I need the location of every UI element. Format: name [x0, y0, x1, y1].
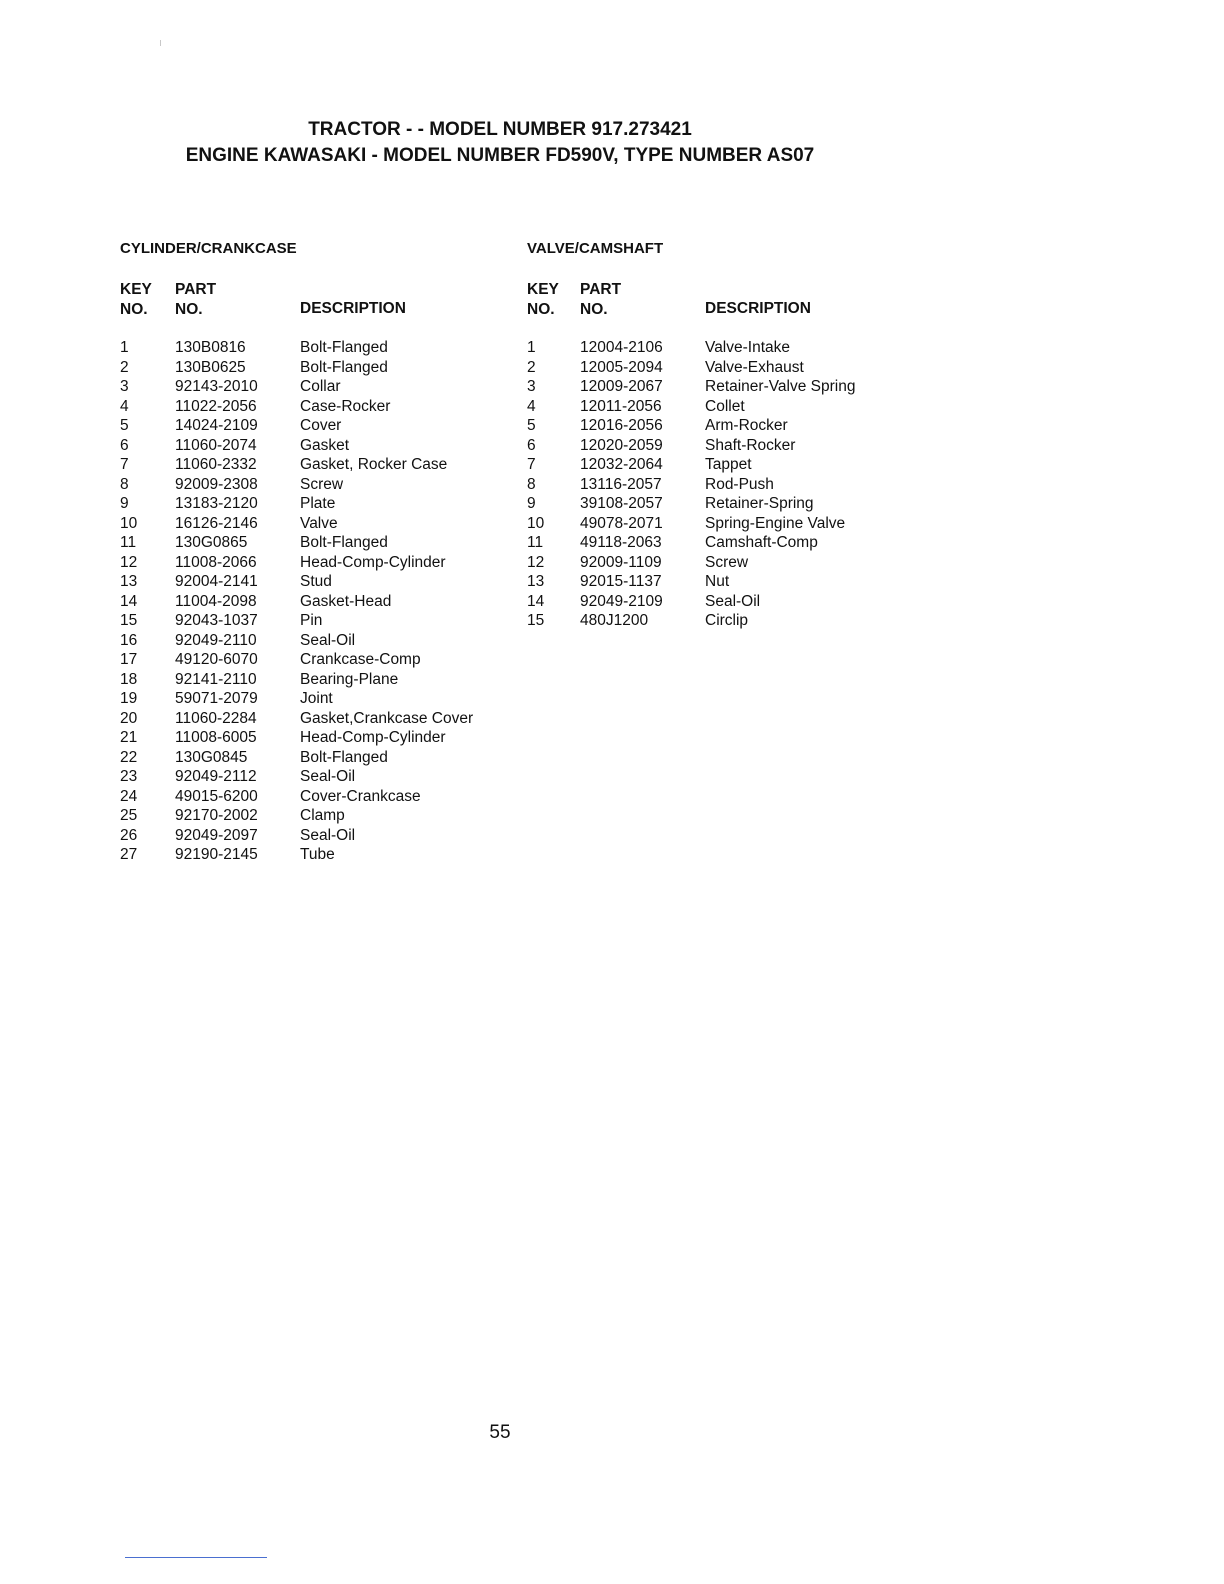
table-row [120, 670, 500, 690]
key-number: 10 [120, 514, 138, 532]
page-header [0, 117, 1000, 169]
part-description: Seal-Oil [300, 768, 356, 785]
table-row [527, 455, 887, 475]
key-number: 16 [120, 631, 138, 649]
part-description: Collet [705, 397, 745, 415]
part-description: Screw [300, 475, 344, 493]
key-number: 5 [527, 417, 536, 434]
key-number: 8 [527, 475, 536, 493]
key-number: 6 [120, 436, 129, 454]
table-row [120, 806, 500, 826]
table-row [527, 592, 887, 612]
part-description: Retainer-Valve Spring [705, 378, 856, 395]
key-number: 11 [120, 534, 137, 551]
part-description: Head-Comp-Cylinder [300, 553, 446, 571]
table-row [120, 845, 500, 865]
part-description: Nut [705, 573, 730, 590]
part-number: 39108-2057 [580, 495, 663, 512]
part-number: 49078-2071 [580, 514, 663, 532]
part-number: 92009-2308 [175, 475, 258, 493]
part-description: Bolt-Flanged [300, 358, 388, 376]
key-number: 15 [527, 612, 545, 629]
part-number: 12004-2106 [580, 339, 663, 356]
key-number: 11 [527, 534, 544, 551]
part-number: 12020-2059 [580, 436, 663, 454]
table-row [120, 572, 500, 592]
table-row [120, 631, 500, 651]
key-number: 26 [120, 826, 138, 844]
header-part: PART [175, 281, 217, 298]
part-description: Crankcase-Comp [300, 651, 421, 668]
key-number: 9 [120, 495, 129, 512]
key-number: 20 [120, 709, 138, 727]
header-tractor-model: TRACTOR - - MODEL NUMBER 917.273421 [308, 119, 692, 140]
table-row [120, 397, 500, 417]
part-description: Circlip [705, 612, 749, 629]
key-number: 13 [527, 573, 545, 590]
table-row [120, 514, 500, 534]
key-number: 7 [120, 456, 129, 473]
part-description: Tube [300, 846, 335, 863]
table-row [120, 689, 500, 709]
table-row [527, 514, 887, 534]
table-row [120, 826, 500, 846]
part-description: Gasket-Head [300, 592, 392, 610]
key-number: 14 [527, 592, 545, 610]
part-number: 92190-2145 [175, 846, 258, 863]
part-description: Head-Comp-Cylinder [300, 729, 446, 746]
section-valve-camshaft [527, 240, 887, 631]
bottom-rule [125, 1557, 267, 1558]
key-number: 14 [120, 592, 138, 610]
table-row [527, 533, 887, 553]
section-title: VALVE/CAMSHAFT [527, 240, 664, 257]
table-row [527, 338, 887, 358]
part-description: Seal-Oil [705, 592, 761, 610]
part-number: 49015-6200 [175, 787, 258, 805]
part-description: Bolt-Flanged [300, 339, 388, 356]
table-row [120, 767, 500, 787]
section-title: CYLINDER/CRANKCASE [120, 240, 297, 257]
table-row [120, 494, 500, 514]
part-description: Seal-Oil [300, 826, 356, 844]
header-part-no: NO. [580, 301, 608, 318]
part-description: Case-Rocker [300, 397, 391, 415]
part-number: 14024-2109 [175, 417, 258, 434]
part-description: Collar [300, 378, 341, 395]
part-description: Gasket [300, 436, 350, 454]
table-row [527, 475, 887, 495]
header-part-no: NO. [175, 301, 203, 318]
key-number: 13 [120, 573, 138, 590]
part-description: Plate [300, 495, 336, 512]
part-number: 130B0816 [175, 339, 246, 356]
part-number: 130G0845 [175, 748, 248, 766]
key-number: 5 [120, 417, 129, 434]
column-headers [120, 280, 500, 338]
part-number: 12009-2067 [580, 378, 663, 395]
part-description: Cover [300, 417, 342, 434]
part-description: Bearing-Plane [300, 670, 399, 688]
part-description: Seal-Oil [300, 631, 356, 649]
part-number: 11008-2066 [175, 553, 257, 571]
key-number: 18 [120, 670, 138, 688]
part-description: Rod-Push [705, 475, 774, 493]
part-number: 11004-2098 [175, 592, 257, 610]
header-no: NO. [527, 301, 555, 318]
key-number: 17 [120, 651, 138, 668]
part-number: 92009-1109 [580, 553, 662, 571]
table-row [120, 728, 500, 748]
scan-speck [160, 40, 161, 46]
part-description: Bolt-Flanged [300, 748, 388, 766]
table-row [120, 455, 500, 475]
table-row [120, 650, 500, 670]
part-number: 92049-2109 [580, 592, 663, 610]
part-number: 11022-2056 [175, 397, 257, 415]
table-row [120, 611, 500, 631]
key-number: 3 [527, 378, 536, 395]
table-row [120, 338, 500, 358]
part-description: Arm-Rocker [705, 417, 788, 434]
table-row [527, 611, 887, 631]
part-number: 92049-2097 [175, 826, 258, 844]
part-number: 92141-2110 [175, 670, 257, 688]
page-number: 55 [489, 1422, 511, 1443]
table-row [120, 533, 500, 553]
table-row [120, 709, 500, 729]
key-number: 23 [120, 768, 138, 785]
part-description: Stud [300, 573, 332, 590]
part-number: 11060-2284 [175, 709, 257, 727]
key-number: 27 [120, 846, 138, 863]
part-no-header [580, 280, 621, 320]
key-number: 3 [120, 378, 129, 395]
key-number: 2 [527, 358, 536, 376]
table-row [527, 416, 887, 436]
part-number: 16126-2146 [175, 514, 258, 532]
part-description: Cover-Crankcase [300, 787, 421, 805]
table-row [120, 377, 500, 397]
part-description: Spring-Engine Valve [705, 514, 846, 532]
header-part: PART [580, 281, 622, 298]
table-row [120, 416, 500, 436]
key-number: 22 [120, 748, 138, 766]
section-cylinder-crankcase [120, 240, 500, 865]
part-description: Joint [300, 690, 333, 707]
part-number: 130G0865 [175, 534, 248, 551]
part-number: 11060-2332 [175, 456, 257, 473]
header-key: KEY [120, 281, 152, 298]
key-number: 19 [120, 690, 138, 707]
part-description: Shaft-Rocker [705, 436, 796, 454]
part-description: Tappet [705, 456, 752, 473]
part-number: 12011-2056 [580, 397, 662, 415]
part-number: 12005-2094 [580, 358, 663, 376]
part-description: Camshaft-Comp [705, 534, 818, 551]
part-number: 13116-2057 [580, 475, 662, 493]
table-row [120, 592, 500, 612]
part-number: 49120-6070 [175, 651, 258, 668]
description-header: DESCRIPTION [705, 300, 811, 317]
header-key: KEY [527, 281, 559, 298]
key-number: 4 [527, 397, 536, 415]
column-headers [527, 280, 887, 338]
part-number: 92143-2010 [175, 378, 258, 395]
parts-list [527, 338, 887, 631]
part-no-header [175, 280, 216, 320]
part-number: 92049-2110 [175, 631, 257, 649]
part-description: Screw [705, 553, 749, 571]
table-row [120, 787, 500, 807]
part-description: Clamp [300, 807, 345, 824]
part-number: 12016-2056 [580, 417, 663, 434]
key-number: 2 [120, 358, 129, 376]
part-number: 92004-2141 [175, 573, 258, 590]
table-row [527, 494, 887, 514]
key-number: 7 [527, 456, 536, 473]
key-number: 21 [120, 729, 138, 746]
key-no-header [120, 280, 152, 320]
key-number: 15 [120, 612, 138, 629]
key-number: 8 [120, 475, 129, 493]
part-number: 49118-2063 [580, 534, 662, 551]
table-row [527, 572, 887, 592]
key-number: 10 [527, 514, 545, 532]
part-number: 11008-6005 [175, 729, 257, 746]
table-row [527, 377, 887, 397]
table-row [527, 553, 887, 573]
part-description: Valve [300, 514, 338, 532]
table-row [120, 748, 500, 768]
part-description: Bolt-Flanged [300, 534, 388, 551]
part-number: 480J1200 [580, 612, 649, 629]
part-number: 13183-2120 [175, 495, 258, 512]
key-number: 12 [527, 553, 545, 571]
description-header: DESCRIPTION [300, 300, 406, 317]
key-number: 1 [527, 339, 536, 356]
part-number: 59071-2079 [175, 690, 258, 707]
part-number: 92049-2112 [175, 768, 257, 785]
table-row [527, 358, 887, 378]
part-description: Retainer-Spring [705, 495, 814, 512]
part-description: Gasket, Rocker Case [300, 456, 448, 473]
key-number: 6 [527, 436, 536, 454]
part-number: 130B0625 [175, 358, 246, 376]
part-description: Pin [300, 612, 323, 629]
table-row [527, 436, 887, 456]
table-row [120, 553, 500, 573]
key-number: 24 [120, 787, 138, 805]
part-number: 12032-2064 [580, 456, 663, 473]
part-number: 92015-1137 [580, 573, 662, 590]
parts-list [120, 338, 500, 865]
part-number: 11060-2074 [175, 436, 257, 454]
table-row [120, 475, 500, 495]
table-row [120, 358, 500, 378]
key-no-header [527, 280, 559, 320]
part-number: 92043-1037 [175, 612, 258, 629]
key-number: 1 [120, 339, 129, 356]
key-number: 25 [120, 807, 138, 824]
part-description: Gasket,Crankcase Cover [300, 709, 474, 727]
part-description: Valve-Exhaust [705, 358, 804, 376]
part-number: 92170-2002 [175, 807, 258, 824]
key-number: 12 [120, 553, 138, 571]
key-number: 9 [527, 495, 536, 512]
table-row [120, 436, 500, 456]
part-description: Valve-Intake [705, 339, 791, 356]
header-engine-model: ENGINE KAWASAKI - MODEL NUMBER FD590V, TYPE NUMBER AS07 [185, 145, 815, 166]
key-number: 4 [120, 397, 129, 415]
header-no: NO. [120, 301, 148, 318]
table-row [527, 397, 887, 417]
